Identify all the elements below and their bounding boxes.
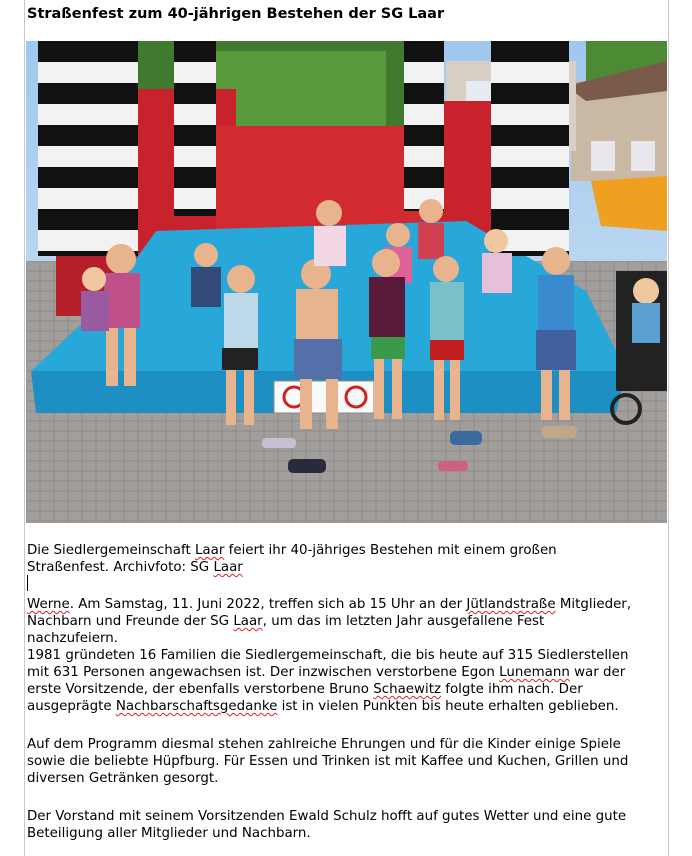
paragraph-2-line-2: sowie die beliebte Hüpfburg. Für Essen und Trinken ist mit Kaffee und Kuchen, Grillen und bbox=[27, 754, 629, 769]
paragraph-1-line-1: Werne. Am Samstag, 11. Juni 2022, treffen sich ab 15 Uhr an der Jütlandstraße Mitglieder, bbox=[27, 597, 632, 612]
photo-caption bbox=[27, 542, 667, 576]
paragraph-1-line-5: mit 631 Personen angewachsen ist. Der inzwischen verstorbene Egon Lunemann war der bbox=[27, 665, 626, 680]
article-photo bbox=[26, 41, 667, 523]
paragraph-1-line-3: nachzufeiern. bbox=[27, 631, 118, 646]
article-headline: Straßenfest zum 40-jährigen Bestehen der SG Laar bbox=[27, 6, 445, 22]
paragraph-3-line-2: Beteiligung aller Mitglieder und Nachbarn. bbox=[27, 826, 311, 841]
document-page bbox=[24, 0, 669, 856]
paragraph-3-line-1: Der Vorstand mit seinem Vorsitzenden Ewald Schulz hofft auf gutes Wetter und eine gute bbox=[27, 809, 627, 824]
paragraph-2[interactable] bbox=[27, 736, 667, 787]
paragraph-1-line-6: erste Vorsitzende, der ebenfalls verstorbene Bruno Schaewitz folgte ihm nach. Der bbox=[27, 682, 583, 697]
paragraph-2-line-1: Auf dem Programm diesmal stehen zahlreiche Ehrungen und für die Kinder einige Spiele bbox=[27, 737, 621, 752]
paragraph-3[interactable] bbox=[27, 808, 667, 842]
paragraph-1-line-2: Nachbarn und Freunde der SG Laar, um das im letzten Jahr ausgefallene Fest bbox=[27, 614, 545, 629]
caption-line-1: Die Siedlergemeinschaft Laar feiert ihr 40-jähriges Bestehen mit einem großen bbox=[27, 543, 557, 558]
paragraph-1-line-7: ausgeprägte Nachbarschaftsgedanke ist in vielen Punkten bis heute erhalten geblieben. bbox=[27, 699, 619, 714]
caption-line-2: Straßenfest. Archivfoto: SG Laar bbox=[27, 560, 243, 575]
paragraph-1-line-4: 1981 gründeten 16 Familien die Siedlergemeinschaft, die bis heute auf 315 Siedlerstellen bbox=[27, 648, 629, 663]
paragraph-1[interactable] bbox=[27, 596, 667, 715]
paragraph-2-line-3: diversen Getränken gesorgt. bbox=[27, 771, 219, 786]
text-cursor bbox=[27, 575, 28, 591]
